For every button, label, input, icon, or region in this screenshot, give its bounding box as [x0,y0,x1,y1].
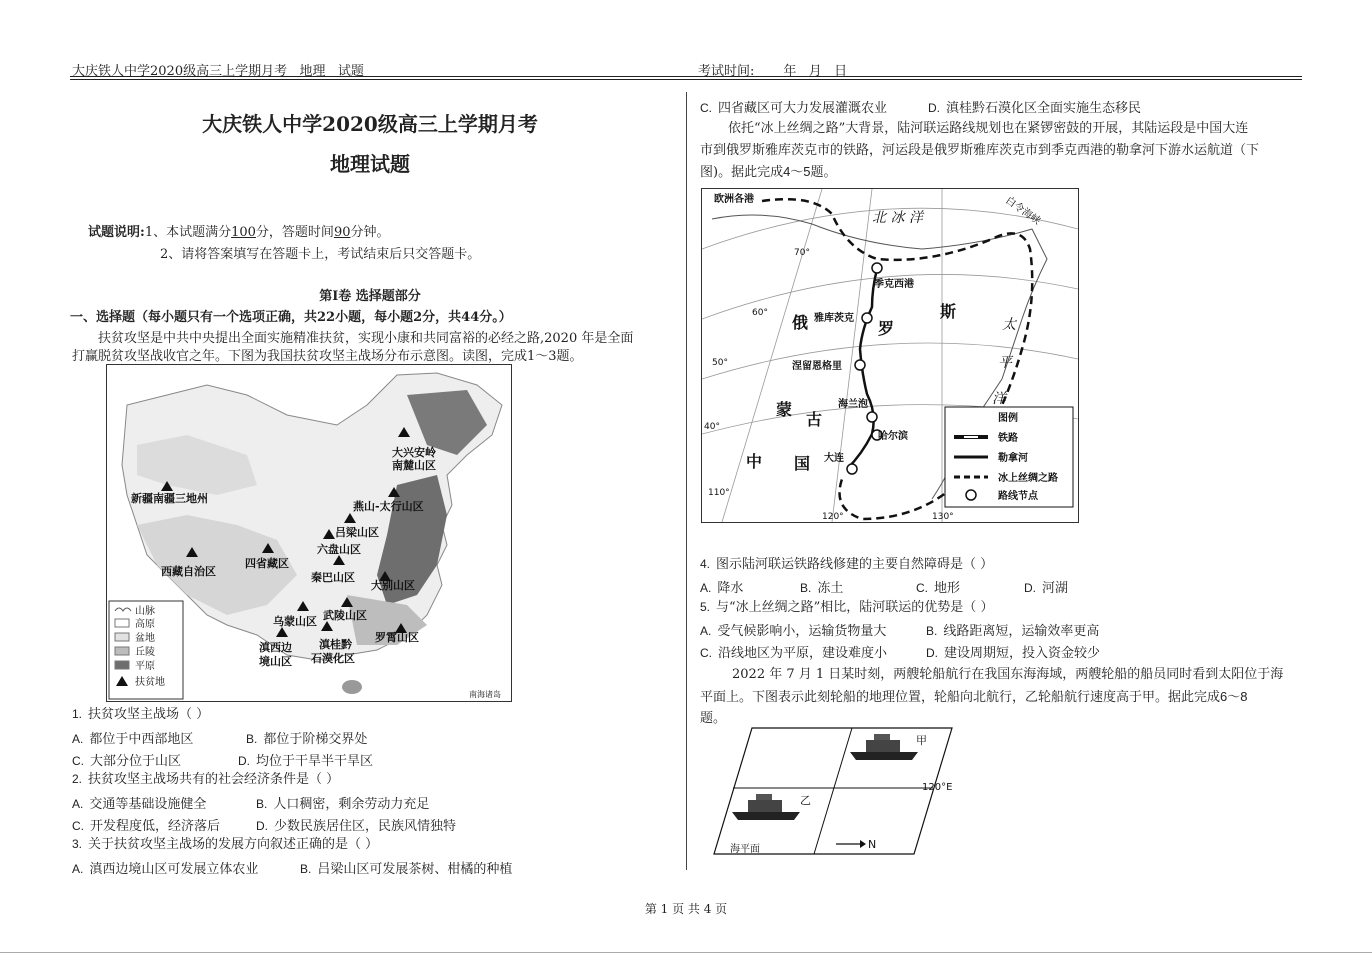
poverty-map [106,364,512,702]
q5-option-c[interactable]: C. 沿线地区为平原，建设难度小 [700,646,888,661]
q4-a-text: 降水 [717,581,744,596]
header-suffix: 试题 [337,64,364,79]
label-si: 斯 [940,302,957,321]
instructions-line2: 2、请将答案填写在答题卡上，考试结束后只交答题卡。 [160,247,481,262]
year-label: 年 [783,64,797,79]
label-dgq2: 石漠化区 [311,652,355,665]
p2-l3b: 题。 [810,165,837,180]
q3-option-a[interactable]: A. 滇西边境山区可发展立体农业 [72,862,259,877]
passage2-line2: 市到俄罗斯雅库茨克市的铁路，河运段是俄罗斯雅库茨克市到季克西港的勒拿河下游水运航道（下 [700,143,1260,158]
legend-plateau: 高原 [135,619,155,630]
label-meng: 蒙 [776,400,793,419]
ship-figure-svg [706,726,966,860]
q1-d-text: 均位于干旱半干旱区 [256,754,374,769]
poverty-map-svg [107,365,511,701]
part-heading-text: 一、选择题 [70,310,136,325]
label-e: 俄 [792,313,809,332]
q3-option-d[interactable]: D. 滇桂黔石漠化区全面实施生态移民 [928,101,1142,116]
q3-text: 关于扶贫攻坚主战场的发展方向叙述正确的是（ ） [88,837,379,852]
label-arctic: 北 冰 洋 [872,210,923,226]
label-europe: 欧洲各港 [714,194,754,205]
q3-option-b[interactable]: B. 吕梁山区可发展茶树、柑橘的种植 [300,862,513,877]
day-label: 日 [834,64,848,79]
q1-option-c[interactable]: C. 大部分位于山区 [72,754,182,769]
part-note: （每小题只有一个选项正确，共22小题，每小题2分，共44分。） [135,310,512,325]
page-title: 大庆铁人中学2020级高三上学期月考 [202,112,538,136]
label-lvliang: 吕梁山区 [335,526,379,539]
q4-option-b[interactable]: B. 冻土 [800,581,844,596]
q1-num: 1. [72,707,83,721]
label-dalian: 大连 [824,453,844,464]
label-sisheng: 四省藏区 [245,557,289,570]
p2-l3a: 图)。据此完成 [700,165,784,180]
legend-hills: 丘陵 [135,647,155,658]
label-nanhai: 南海诸岛 [469,690,501,699]
q3-stem [72,833,378,856]
map2-legend [945,407,1073,507]
label-hailar: 海兰泡 [838,399,868,410]
passage2-line3 [700,161,837,184]
q4-c-text: 地形 [934,581,961,596]
instr-c: 分钟。 [350,225,390,240]
header-rule-thin [70,79,1302,80]
label-neryungri: 涅留恩格里 [792,361,842,372]
passage3-line2 [700,686,1247,709]
label-lon: 120°E [922,782,953,793]
node-dalian [847,464,857,474]
q3-d-text: 滇桂黔石漠化区全面实施生态移民 [946,101,1142,116]
q5-c-text: 沿线地区为平原，建设难度小 [718,646,888,661]
q3-b-text: 吕梁山区可发展茶树、柑橘的种植 [317,862,513,877]
label-lon130: 130° [932,512,954,522]
section-title: 第Ⅰ卷 选择题部分 [319,289,421,304]
label-liupan: 六盘山区 [317,543,361,556]
q4-b-text: 冻土 [817,581,844,596]
q1-option-d[interactable]: D. 均位于干旱半干旱区 [238,754,374,769]
month-label: 月 [808,64,822,79]
q2-d-text: 少数民族居住区，民族风情独特 [274,819,457,834]
label-xinjiang: 新疆南疆三地州 [131,492,208,505]
p3-range: 6～8 [1220,689,1248,704]
route-map [701,188,1079,523]
label-daxing2: 南麓山区 [392,459,436,472]
instr-b: 分，答题时间 [255,225,334,240]
label-dianxi2: 境山区 [259,655,292,668]
label-yi: 乙 [800,794,811,807]
label-yang: 洋 [992,391,1006,407]
p2-range: 4～5 [783,164,811,179]
label-daxing: 大兴安岭 [392,446,436,459]
passage3-line3: 题。 [700,711,727,726]
node-yakutsk [862,313,872,323]
part-heading [70,307,512,329]
q4-text: 图示陆河联运铁路线修建的主要自然障碍是（ ） [716,557,994,572]
label-yanshan: 燕山-太行山区 [353,500,424,513]
q2-stem [72,768,339,791]
q5-d-text: 建设周期短，投入资金较少 [944,646,1101,661]
q2-option-d[interactable]: D. 少数民族居住区，民族风情独特 [256,819,457,834]
label-luoxiao: 罗霄山区 [375,631,419,644]
q4-stem [700,553,993,576]
q5-option-b[interactable]: B. 线路距离短，运输效率更高 [926,624,1100,639]
instructions-line1 [88,222,390,244]
label-wuling: 武陵山区 [323,609,367,622]
node-tiksi [872,263,882,273]
q5-text: 与“冰上丝绸之路”相比，陆河联运的优势是（ ） [716,600,994,615]
q4-d-text: 河湖 [1042,581,1069,596]
q5-option-a[interactable]: A. 受气候影响小，运输货物量大 [700,624,887,639]
passage1-line1: 扶贫攻坚是中共中央提出全面实施精准扶贫，实现小康和共同富裕的必经之路,2020 年是全面 [98,331,634,346]
column-divider [686,92,687,870]
q2-option-a[interactable]: A. 交通等基础设施健全 [72,797,207,812]
q1-c-text: 大部分位于山区 [90,754,182,769]
hainan [342,680,362,694]
q5-b-text: 线路距离短，运输效率更高 [943,624,1100,639]
q2-b-text: 人口稠密，剩余劳动力充足 [273,797,430,812]
q1-stem [72,703,209,726]
label-bering: 白令海峡 [1003,195,1043,228]
header-school: 大庆铁人中学2020级高三上学期月考 [72,64,288,79]
label-qinba: 秦巴山区 [311,571,355,584]
q4-option-a[interactable]: A. 降水 [700,581,744,596]
label-tai: 太 [1002,317,1016,333]
label-yakutsk: 雅库茨克 [814,313,854,324]
bottom-rule [0,952,1372,953]
node-neryungri [855,360,865,370]
page-footer: 第 1 页 共 4 页 [644,902,728,916]
label-lat40: 40° [704,422,720,432]
instr-a: 1、本试题满分 [144,225,232,240]
q1-option-a[interactable]: A. 都位于中西部地区 [72,732,194,747]
q4-option-d[interactable]: D. 河湖 [1024,581,1069,596]
legend-ice-route: 冰上丝绸之路 [998,473,1058,484]
label-north: N [868,838,877,851]
label-lon120: 120° [822,512,844,522]
label-dgq1: 滇桂黔 [319,638,352,651]
node-hailar [867,412,877,422]
label-guo: 国 [794,454,811,473]
label-lon110: 110° [708,488,730,498]
label-wumeng: 乌蒙山区 [273,615,317,628]
label-dianxi1: 滇西边 [259,641,292,654]
q1-b-text: 都位于阶梯交界处 [263,732,368,747]
q2-text: 扶贫攻坚主战场共有的社会经济条件是（ ） [88,772,340,787]
label-lat50: 50° [712,358,728,368]
legend-basin: 盆地 [135,633,155,644]
total-score: 100 [231,225,256,240]
q1-text: 扶贫攻坚主战场（ ） [88,707,210,722]
q2-c-text: 开发程度低，经济落后 [90,819,221,834]
label-sea: 海平面 [730,844,760,855]
label-tiksi: 季克西港 [874,279,914,290]
legend-node: 路线节点 [998,491,1038,502]
q2-a-text: 交通等基础设施健全 [89,797,207,812]
legend-railway: 铁路 [998,433,1018,444]
total-minutes: 90 [333,225,351,240]
label-harbin: 哈尔滨 [878,431,908,442]
legend-node-icon [966,490,976,500]
q5-option-d[interactable]: D. 建设周期短，投入资金较少 [926,646,1101,661]
q5-num: 5. [700,600,711,614]
map1-legend [109,601,183,699]
q3-num: 3. [72,837,83,851]
page-subtitle: 地理试题 [330,152,410,176]
q3-a-text: 滇西边境山区可发展立体农业 [89,862,259,877]
ship-figure [706,726,966,860]
p3-l2a: 平面上。下图表示此刻轮船的地理位置，轮船向北航行，乙轮船航行速度高于甲。据此完成 [700,690,1221,705]
q5-a-text: 受气候影响小，运输货物量大 [717,624,887,639]
q1-option-b[interactable]: B. 都位于阶梯交界处 [246,732,368,747]
passage2-line1: 依托“冰上丝绸之路”大背景，陆河联运路线规划也在紧锣密鼓的开展，其陆运段是中国大连 [728,121,1249,136]
label-lat60: 60° [752,308,768,318]
label-gu: 古 [806,410,823,429]
q5-stem [700,596,993,619]
passage3-line1: 2022 年 7 月 1 日某时刻，两艘轮船航行在我国东海海域，两艘轮船的船员同时看到太阳位于海 [732,667,1284,682]
legend-lena: 勒拿河 [998,453,1028,464]
q4-num: 4. [700,557,711,571]
label-ping: 平 [998,355,1012,371]
q2-option-c[interactable]: C. 开发程度低，经济落后 [72,819,221,834]
exam-time-label: 考试时间: [698,64,755,79]
label-dabie: 大别山区 [371,579,415,592]
q2-option-b[interactable]: B. 人口稠密，剩余劳动力充足 [256,797,430,812]
label-xizang: 西藏自治区 [161,565,216,578]
q2-num: 2. [72,772,83,786]
q1-a-text: 都位于中西部地区 [89,732,194,747]
label-lat70: 70° [794,248,810,258]
legend-mountain: 山脉 [135,606,155,617]
header-rule [70,76,1302,77]
header-subject: 地理 [299,64,326,79]
route-map-svg [702,189,1078,522]
q3-option-c[interactable]: C. 四省藏区可大力发展灌溉农业 [700,101,888,116]
legend-title: 图例 [998,413,1018,424]
legend-plain: 平原 [135,661,155,672]
label-luo: 罗 [878,319,895,338]
instructions-label: 试题说明: [88,225,145,240]
label-zhong: 中 [746,452,763,471]
label-jia: 甲 [916,734,927,747]
passage1-line2: 打赢脱贫攻坚战收官之年。下图为我国扶贫攻坚主战场分布示意图。读图，完成1～3题。 [72,349,583,364]
legend-poverty: 扶贫地 [135,677,165,688]
q3-c-text: 四省藏区可大力发展灌溉农业 [718,101,888,116]
q4-option-c[interactable]: C. 地形 [916,581,961,596]
